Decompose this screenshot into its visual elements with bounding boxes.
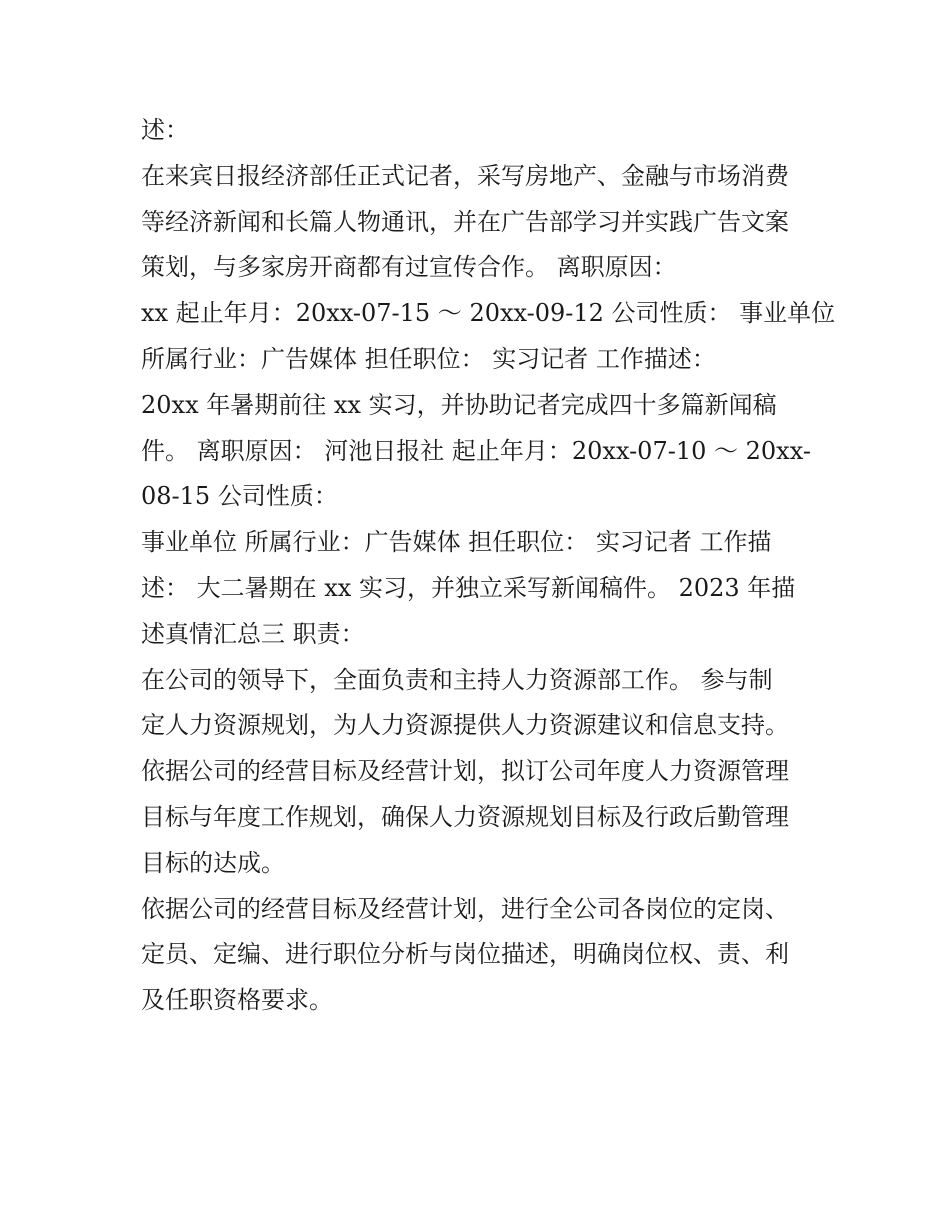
text-line: 20xx 年暑期前往 xx 实习，并协助记者完成四十多篇新闻稿 <box>141 390 777 419</box>
text-line: 目标与年度工作规划，确保人力资源规划目标及行政后勤管理 <box>141 802 789 831</box>
text-line: 所属行业：广告媒体 担任职位： 实习记者 工作描述： <box>141 344 716 373</box>
text-line: xx 起止年月：20xx-07-15 ～ 20xx-09-12 公司性质： 事业单位 <box>141 299 836 328</box>
document-body <box>141 108 836 1024</box>
text-line: 在来宾日报经济部任正式记者，采写房地产、金融与市场消费 <box>141 161 789 190</box>
text-line: 依据公司的经营目标及经营计划，拟订公司年度人力资源管理 <box>141 757 789 786</box>
text-line: 依据公司的经营目标及经营计划，进行全公司各岗位的定岗、 <box>141 894 789 923</box>
text-line: 述： 大二暑期在 xx 实习，并独立采写新闻稿件。 2023 年描 <box>141 573 796 602</box>
text-line: 在公司的领导下，全面负责和主持人力资源部工作。 参与制 <box>141 665 773 694</box>
text-line: 述真情汇总三 职责： <box>141 619 365 648</box>
text-line: 定人力资源规划，为人力资源提供人力资源建议和信息支持。 <box>141 711 789 740</box>
text-line: 等经济新闻和长篇人物通讯，并在广告部学习并实践广告文案 <box>141 207 789 236</box>
text-line: 件。 离职原因： 河池日报社 起止年月：20xx-07-10 ～ 20xx- <box>141 436 811 465</box>
text-line: 事业单位 所属行业：广告媒体 担任职位： 实习记者 工作描 <box>141 528 772 557</box>
text-line: 述： <box>141 116 189 144</box>
text-line: 及任职资格要求。 <box>141 986 333 1015</box>
text-line: 08-15 公司性质： <box>141 482 338 511</box>
text-line: 策划，与多家房开商都有过宣传合作。 离职原因： <box>141 253 677 282</box>
text-line: 定员、定编、进行职位分析与岗位描述，明确岗位权、责、利 <box>141 940 789 969</box>
text-line: 目标的达成。 <box>141 848 285 877</box>
